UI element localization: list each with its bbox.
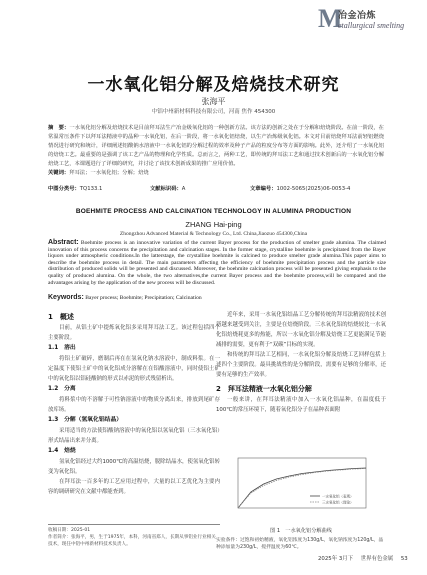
section-1-4-paragraph-2: 在拜耳法一百多年的工艺应用过程中，大量的以工艺优化为主要内容的调研研究在文献中都能查到。	[48, 479, 220, 495]
section-1-1-heading: 1.1 溶出	[48, 345, 76, 351]
right-paragraph-2: 和传统的拜耳法工艺相同，一水氧化铝分解及焙烧工艺回样包括上述四个主要阶段。最具挑战性的是分解阶段，需要有足够的分解率，还要有足够的生产效率。	[216, 352, 386, 378]
body-right-column	[216, 310, 386, 415]
journal-section-logo	[318, 6, 414, 36]
abstract-en-text: Boehmite process is an innovative variation of the current Bayer process for the production of smelter grade alumina. The claimed innovation of this process concerns the precipitation and calcination stages. In the former stage, crystalline boehmite is precipitated from the Bayer liquors under atmospheric conditions.In the latterstage, the crystalline boehmite is calcined to produce smelter grade alumina.This paper aims to describe the boehmite process in detail. The main parameters affecting the efficiency of boehmite precipitation process and the particle size distribution of produced solids will be presented and discussed. Moreover, the boehmite calcination process will be presented giving emphasis to the quality of produced alumina. On the whole, the two alternatives,the current Bayer process and the boehmite process,will be compared and the advantages arising by the application of the new process will be discussed.	[48, 240, 387, 286]
section-2-paragraph: 一般来讲，在拜耳法精液中加入一水氧化铝晶种，在温度低于100℃的常压环境下，随着氧化铝分子在晶种表面附	[216, 397, 386, 413]
paper-title: 一水氧化铝分解及焙烧技术研究	[87, 75, 340, 95]
keywords-en	[48, 294, 386, 301]
abstract-en-label: Abstract:	[48, 239, 79, 246]
figure-1	[228, 456, 372, 518]
section-name-cn: 冶金冶炼	[338, 11, 377, 21]
chart-legend	[310, 494, 354, 505]
logo-letter: M	[318, 4, 343, 33]
abstract-cn-text: 一水氧化铝分解及焙烧技术是目前拜耳法生产冶金级氧化铝的一种创新方法。该方法的创新之处在于分解和焙烧阶段。在前一阶段，在常温常压条件下以拜耳法精液中的晶种一水氧化铝，在后一阶段，将一水氧化铝焙烧，以生产冶炼级氧化铝。本文对目前焙烧拜耳法前轻铝燃烧情况进行研究和统计，详细阐述铝酸钠水溶液中一水氧化铝的分解过程的效率及种子产品的粒度分布等方面的影响。此外，还介绍了一水氧化铝的焙烧工艺。最重要的是强调了该工艺产品的物理和化学性质。总而言之，两种工艺，即传统的拜耳法工艺和通过技术创新后的一水氧化铝分解焙烧工艺，本课题进行了详细的研究，并讨论了该技术创新成果的推广应用价值。	[48, 125, 384, 167]
section-1-2-paragraph: 将料浆中的不溶解于可性钠溶液中的物质分离出来，排放到尾矿存放库场。	[48, 397, 220, 413]
legend-label-b: 三水氧化铝（理论）	[322, 500, 354, 505]
document-code: 文献标识码：A	[150, 186, 186, 192]
english-affiliation: Zhongzhou Advanced Material & Technology Co., Ltd. China,Jiaozuo 454300,China	[119, 231, 308, 237]
body-left-column	[48, 310, 220, 497]
section-1-2-heading: 1.2 分离	[48, 386, 76, 392]
abstract-cn	[48, 124, 384, 178]
footnote	[48, 524, 220, 548]
author-affiliation: 中铝中州新材料科技有限公司，河南 焦作 454300	[151, 109, 276, 115]
section-1-heading: 1 概述	[48, 313, 74, 321]
english-author: ZHANG Hai-ping	[185, 220, 242, 229]
journal-name: 世界有色金属	[360, 556, 394, 562]
keywords-en-label: Keywords:	[48, 294, 84, 301]
section-1-paragraph: 目前，从铝土矿中提炼氧化铝多采用拜耳法工艺。该过程包括四个主要阶段。	[48, 325, 220, 341]
section-1-3-paragraph: 采用适当的方法使铝酸钠溶液中的氧化铝以氢氧化铝（三水氧化铝）形式结晶出来并分离。	[48, 428, 220, 444]
decomposition-curve-chart	[228, 456, 372, 518]
section-1-1-paragraph: 将铝土矿破碎，磨制后再在在氢氧化钠水溶液中，制成料浆。在一定温度下使铝土矿中的氧化铝成分溶解在在铝酸溶液中，同时使铝土矿中的氧化铝以铝硅酸钠的形式以赤泥的形式残留析出。	[48, 356, 220, 382]
figure-1-note: 实验条件：过饱和初始精液，氧化铝浓度为130g/L，氧化钠浓度为120g/L，晶种添加量为230g/L，搅拌温度为60℃。	[216, 538, 384, 550]
legend-label-a: 一水氧化铝（表观）	[322, 494, 354, 499]
abstract-cn-label: 摘 要：	[48, 125, 70, 131]
page-number: 53	[400, 556, 408, 562]
article-id: 文章编号：1002-5065(2025)06-0053-4	[250, 186, 351, 192]
section-1-4-heading: 1.4 焙烧	[48, 448, 76, 454]
received-date: 收稿日期：2025-01	[48, 528, 91, 533]
right-paragraph-1: 近年来，采用一水氧化铝结晶工艺分解传统的拜耳法精液的技术创新越来越受到关注，主要是在焙烧阶段。三水氧化铝的焙烧较比一水氧化铝焙烧耗更多的热能，所以一水氧化铝分解及焙烧工艺更能满足节能减排的需要，更有利于“双碳”目标的实现。	[216, 312, 386, 348]
section-1-4-paragraph: 氢氧化铝经过大约1000℃的高温焙烧，脱除结晶水，使氢氧化铝转变为氧化铝。	[48, 459, 220, 475]
author-name: 张海平	[201, 97, 226, 106]
clc-number: 中图分类号：TQ133.1	[48, 186, 103, 192]
keywords-cn-text: 拜耳法；一水氧化铝；分解；焙烧	[69, 170, 149, 176]
figure-1-caption: 图 1 一水氧化铝分解曲线	[269, 528, 332, 534]
page-footer	[318, 554, 414, 562]
section-name-en: etallurgical smelting	[338, 21, 405, 30]
issue-date: 2025年 3月下	[318, 556, 354, 562]
keywords-cn-label: 关键词：	[48, 170, 70, 176]
section-1-3-heading: 1.3 分解（氢氧化铝结晶）	[48, 417, 123, 423]
english-title: BOEHMITE PROCESS AND CALCINATION TECHNOLOGY IN ALUMINA PRODUCTION	[75, 208, 352, 215]
keywords-en-text: Bayer process; Boehmite; Precipitation; Calcination	[85, 295, 202, 301]
section-2-heading: 2 拜耳法精液一水氧化铝分解	[216, 385, 312, 393]
abstract-en	[48, 240, 386, 286]
author-bio: 作者简介：张海平，男，生于1975年，本科，河南省郑人，长期从事铝业行业相关技术，现任中铝中州新材料技术负责人。	[48, 535, 216, 547]
